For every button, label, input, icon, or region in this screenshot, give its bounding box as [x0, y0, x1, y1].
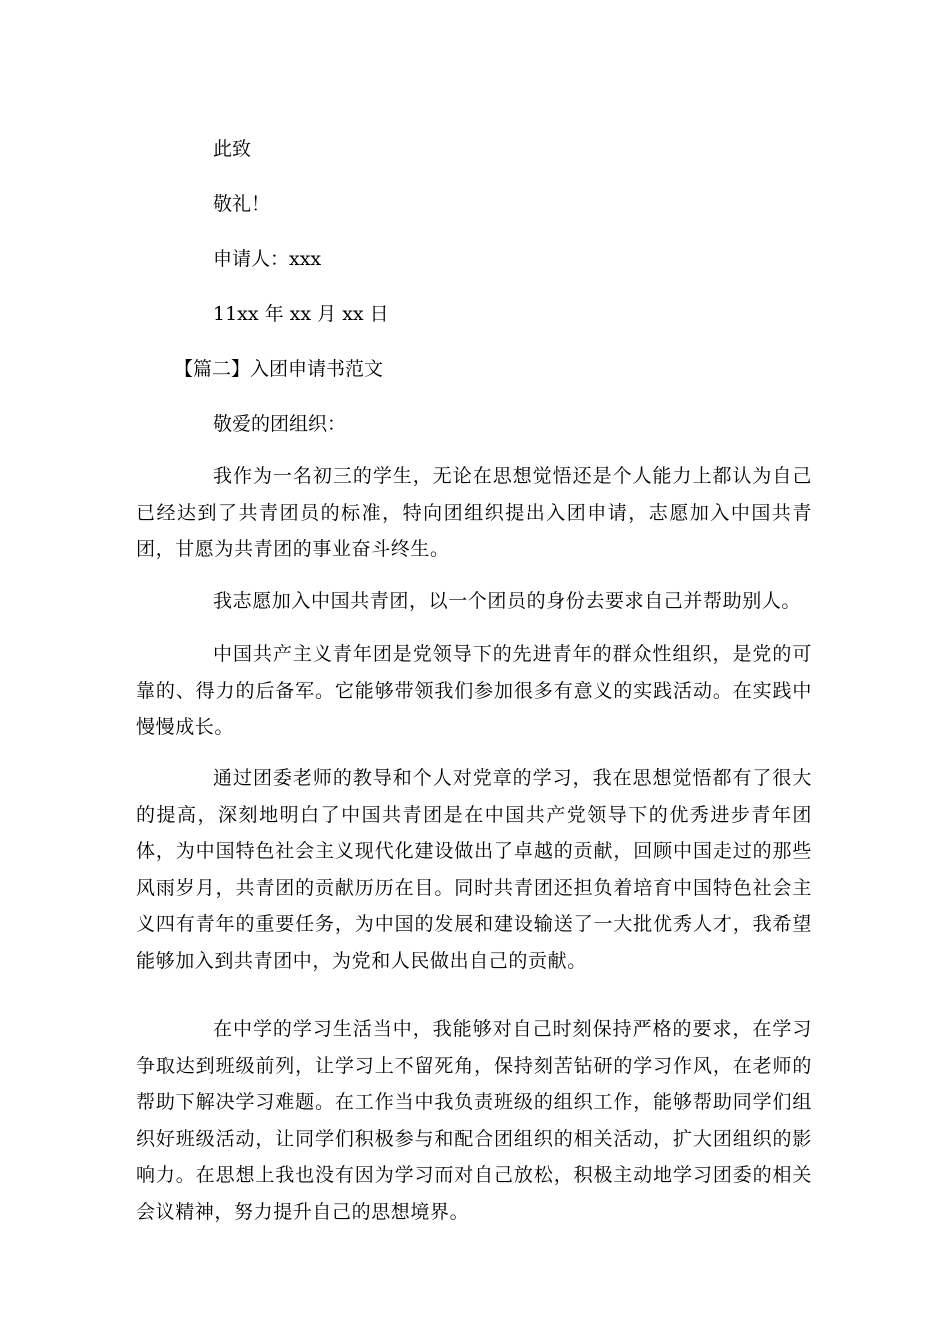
date-line: 11xx 年 xx 月 xx 日: [213, 303, 389, 325]
paragraph-3: 中国共产主义青年团是党领导下的先进青年的群众性组织，是党的可靠的、得力的后备军。它能够带领我们参加很多有意义的实践活动。在实践中慢慢成长。: [136, 643, 812, 738]
closing-salutation: 此致: [213, 138, 252, 160]
closing-regards: 敬礼！: [213, 193, 271, 215]
section-heading: 【篇二】入团申请书范文: [174, 358, 384, 380]
paragraph-5: 在中学的学习生活当中，我能够对自己时刻保持严格的要求，在学习争取达到班级前列，让学习上不留死角，保持刻苦钻研的学习作风，在老师的帮助下解决学习难题。在工作当中我负责班级的组织工作，能够帮助同学们组织好班级活动，让同学们积极参与和配合团组织的相关活动，扩大团组织的影响力。在思想上我也没有因为学习而对自己放松，积极主动地学习团委的相关会议精神，努力提升自己的思想境界。: [136, 1018, 812, 1223]
paragraph-4: 通过团委老师的教导和个人对党章的学习，我在思想觉悟都有了很大的提高，深刻地明白了中国共青团是在中国共产党领导下的优秀进步青年团体，为中国特色社会主义现代化建设做出了卓越的贡献，回顾中国走过的那些风雨岁月，共青团的贡献历历在目。同时共青团还担负着培育中国特色社会主义四有青年的重要任务，为中国的发展和建设输送了一大批优秀人才，我希望能够加入到共青团中，为党和人民做出自己的贡献。: [136, 767, 812, 972]
greeting: 敬爱的团组织：: [213, 413, 347, 435]
applicant-line: 申请人：xxx: [213, 248, 322, 270]
paragraph-1: 我作为一名初三的学生，无论在思想觉悟还是个人能力上都认为自己已经达到了共青团员的标准，特向团组织提出入团申请，志愿加入中国共青团，甘愿为共青团的事业奋斗终生。: [136, 465, 812, 560]
paragraph-2: 我志愿加入中国共青团，以一个团员的身份去要求自己并帮助别人。: [213, 590, 802, 612]
